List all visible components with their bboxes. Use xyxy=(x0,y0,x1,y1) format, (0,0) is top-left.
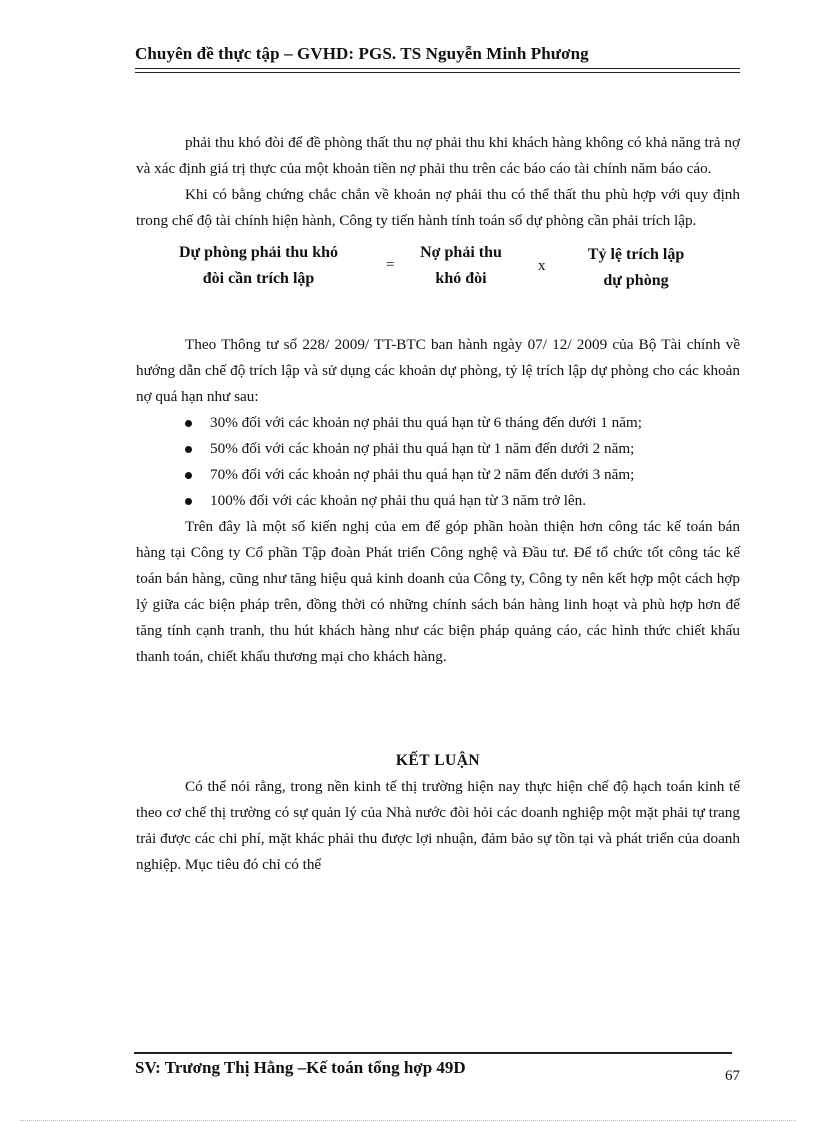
page-footer-text: SV: Trương Thị Hằng –Kế toán tổng hợp 49D xyxy=(135,1058,466,1077)
formula-multiply-sign: x xyxy=(538,258,546,274)
section-title: KẾT LUẬN xyxy=(395,752,481,769)
bullet-icon xyxy=(185,472,192,479)
page-number: 67 xyxy=(725,1068,740,1084)
paragraph-5: Có thể nói rằng, trong nền kinh tế thị trường hiện nay thực hiện chế độ hạch toán kinh tế theo cơ chế thị trường có sự quản lý của Nhà nước đòi hỏi các doanh nghiệp một mặt phải tự trang trải được các chi phí, mặt khác phải thu được lợi nhuận, đảm bảo sự tồn tại và phát triển của doanh nghiệp. Mục tiêu đó chỉ có thể xyxy=(136,778,740,873)
list-item: 70% đối với các khoản nợ phải thu quá hạn từ 2 năm đến dưới 3 năm; xyxy=(136,462,740,488)
formula-left-term xyxy=(136,240,381,292)
formula-right-line2: dự phòng xyxy=(603,272,669,289)
formula-mid-line2: khó đòi xyxy=(435,270,487,287)
provision-rate-list xyxy=(136,410,740,514)
bullet-icon xyxy=(185,446,192,453)
formula-right-term xyxy=(556,242,716,294)
paragraph-4: Trên đây là một số kiến nghị của em để góp phần hoàn thiện hơn công tác kế toán bán hàng tại Công ty Cổ phần Tập đoàn Phát triển Công nghệ và Đầu tư. Để tổ chức tốt công tác kế toán bán hàng, cũng như tăng hiệu quả kinh doanh của Công ty, Công ty nên kết hợp một cách hợp lý giữa các biện pháp trên, đồng thời có những chính sách bán hàng linh hoạt và phù hợp hơn để tăng tính cạnh tranh, thu hút khách hàng như các biện pháp quảng cáo, các hình thức chiết khấu thanh toán, chiết khấu thương mại cho khách hàng. xyxy=(136,518,740,665)
formula-right-line1: Tỷ lệ trích lập xyxy=(587,246,685,263)
list-item: 100% đối với các khoản nợ phải thu quá hạn từ 3 năm trở lên. xyxy=(136,488,740,514)
bullet-icon xyxy=(185,420,192,427)
formula-equals-sign: = xyxy=(386,257,395,273)
formula-mid-line1: Nợ phải thu xyxy=(420,244,502,261)
footer-rule xyxy=(134,1052,732,1054)
paragraph-1: phải thu khó đòi để đề phòng thất thu nợ phải thu khi khách hàng không có khả năng trả nợ và xác định giá trị thực của một khoản tiền nợ phải thu trên các báo cáo tài chính năm báo cáo. xyxy=(136,134,740,177)
paragraph-3: Theo Thông tư số 228/ 2009/ TT-BTC ban hành ngày 07/ 12/ 2009 của Bộ Tài chính về hướng dẫn chế độ trích lập và sử dụng các khoản dự phòng, tỷ lệ trích lập dự phòng cho các khoản nợ quá hạn như sau: xyxy=(136,336,740,405)
page-header-title: Chuyên đề thực tập – GVHD: PGS. TS Nguyễn Minh Phương xyxy=(135,44,589,63)
header-rule-thin xyxy=(135,72,740,73)
formula-left-line2: đòi cần trích lập xyxy=(202,270,315,287)
paragraph-2: Khi có bằng chứng chắc chắn về khoản nợ phải thu có thể thất thu phù hợp với quy định trong chế độ tài chính hiện hành, Công ty tiến hành tính toán số dự phòng cần phải trích lập. xyxy=(136,186,740,229)
formula-middle-term xyxy=(396,240,526,292)
bullet-icon xyxy=(185,498,192,505)
provision-formula xyxy=(136,236,740,332)
header-rule-thick xyxy=(135,68,740,69)
list-item: 50% đối với các khoản nợ phải thu quá hạn từ 1 năm đến dưới 2 năm; xyxy=(136,436,740,462)
formula-left-line1: Dự phòng phải thu khó xyxy=(178,244,338,261)
document-body xyxy=(136,130,740,878)
list-item: 30% đối với các khoản nợ phải thu quá hạn từ 6 tháng đến dưới 1 năm; xyxy=(136,410,740,436)
page-bottom-border xyxy=(20,1120,796,1121)
